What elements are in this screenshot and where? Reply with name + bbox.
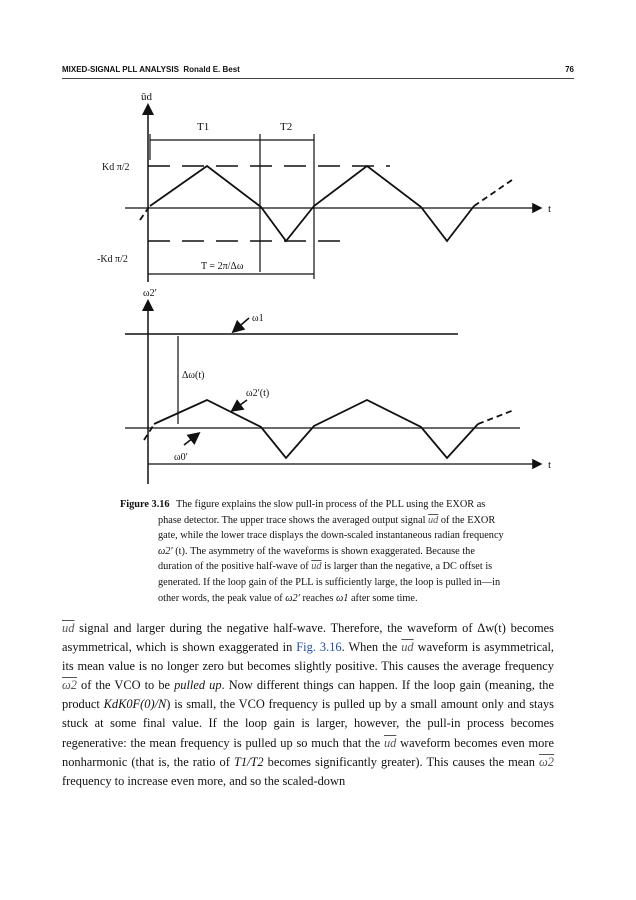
neg-level-label: -Kd π/2 <box>97 254 128 265</box>
symbol-omega2-prime: ω2′ <box>285 592 300 604</box>
figure-reference-link[interactable]: Fig. 3.16 <box>296 640 342 655</box>
page-number: 76 <box>565 65 574 74</box>
figure-label: Figure 3.16 <box>120 499 170 510</box>
page-header <box>62 62 574 76</box>
upper-t-label: t <box>548 203 552 215</box>
loop-gain-product: KdK0F(0)/N <box>103 697 167 712</box>
symbol-ud: $\overline{ud}$ <box>62 621 75 635</box>
t1-label: T1 <box>197 121 210 133</box>
symbol-ud: $\overline{ud}$ <box>401 640 414 655</box>
lower-waveform-dash-end <box>478 410 514 424</box>
symbol-omega2-prime: ω2′ <box>158 545 173 557</box>
running-title: MIXED-SIGNAL PLL ANALYSIS Ronald E. Best <box>62 65 240 74</box>
lower-waveform <box>154 400 478 458</box>
body-paragraph: $\overline{ud}$ signal and larger during the negative half-wave. Therefore, the waveform of Δw(t) becomes asymmetrical, which is shown exaggerated in Fig. 3.16. When the $\overline{ud}$ waveform is asymmetrical, its mean value is no longer zero but becomes slightly positive. This causes the average frequency ω2 of the VCO to be pulled up. Now different things can happen. If the loop gain (meaning, the product KdK0F(0)/N) is small, the VCO frequency is pulled up by a small amount only and stays stuck at some final value. If the loop gain is larger, however, the pull-in process becomes regenerative: the mean frequency is pulled up so much that the $\overline{ud}$ waveform becomes even more nonharmonic (that is, the ratio of T1/T2 becomes significantly greater). This causes the mean ω2 frequency to increase even more, and so the scaled-down <box>62 621 554 788</box>
upper-waveform-dash-end <box>474 180 512 206</box>
lower-t-label: t <box>548 459 552 471</box>
figure-caption: Figure 3.16 The figure explains the slow pull-in process of the PLL using the EXOR as phase detector. The upper trace shows the averaged output signal $\overline{ud}$ of the EXOR gate, while the lower trace displays the down-scaled instantaneous radian frequency ω2′ (t). The asymmetry of the waveforms is shown exaggerated. Because the duration of the positive half-wave of $\overline{ud}$ is larger than the negative, a DC offset is generated. If the loop gain of the PLL is sufficiently large, the loop is pulled in—in other words, the peak value of ω2′ reaches ω1 after some time. <box>120 499 504 604</box>
symbol-ud: $\overline{ud}$ <box>311 561 322 573</box>
lower-plot <box>125 288 551 484</box>
symbol-omega2: ω2 <box>62 678 77 693</box>
symbol-omega2: ω2 <box>539 754 554 769</box>
omega1-label: ω1 <box>252 313 264 324</box>
delta-omega-label: Δω(t) <box>182 370 205 381</box>
upper-waveform <box>150 166 474 241</box>
symbol-ud: $\overline{ud}$ <box>383 735 397 750</box>
omega2t-pointer <box>233 400 247 410</box>
t2-label: T2 <box>280 121 293 133</box>
figure-3-16 <box>0 80 636 490</box>
symbol-omega1: ω1 <box>335 592 349 604</box>
period-ratio: T1/T2 <box>233 754 264 769</box>
symbol-ud: $\overline{ud}$ <box>428 514 439 526</box>
header-rule <box>62 78 574 79</box>
lower-y-axis-label: ω2′ <box>143 288 157 299</box>
pos-level-label: Kd π/2 <box>102 162 130 173</box>
pulled-up-emphasis: pulled up <box>174 678 222 693</box>
omega0-pointer <box>184 434 198 445</box>
omega0-label: ω0′ <box>174 452 188 463</box>
omega2t-label: ω2′(t) <box>246 388 270 399</box>
upper-y-axis-label: ūd <box>141 91 152 103</box>
omega1-pointer <box>234 318 249 331</box>
period-label: T = 2π/Δω <box>201 261 244 272</box>
upper-plot <box>97 91 551 282</box>
